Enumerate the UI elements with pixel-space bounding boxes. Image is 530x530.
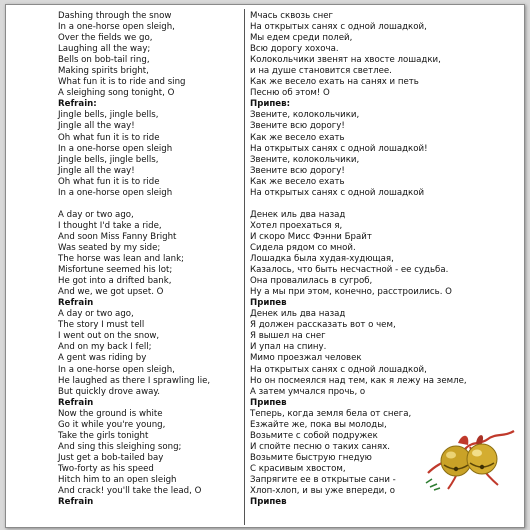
- english-refrain-heading: Refrain: [58, 497, 94, 508]
- english-lyric-line: Dashing through the snow: [58, 11, 172, 21]
- english-lyric-line: But quickly drove away.: [58, 386, 160, 397]
- russian-lyric-line: На открытых санях с одной лошадкой,: [250, 364, 427, 375]
- english-lyric-line: In a one-horse open sleigh: [58, 187, 173, 198]
- russian-lyric-line: Как же весело ехать: [250, 176, 345, 187]
- russian-lyric-line: Ну а мы при этом, конечно, расстроились. О: [250, 287, 452, 298]
- english-lyric-line: The story I must tell: [58, 320, 145, 331]
- russian-lyric-line: Но он посмеялся над тем, как я лежу на земле,: [250, 375, 467, 386]
- russian-lyric-line: На открытых санях с одной лошадкой,: [250, 22, 427, 33]
- russian-lyric-line: И упал на спину.: [250, 342, 327, 353]
- english-lyric-line: And sing this sleighing song;: [58, 441, 182, 452]
- russian-lyric-line: Звените, колокольчики,: [250, 154, 360, 165]
- russian-stanza-gap: [250, 199, 520, 210]
- russian-lyric-line: Казалось, что быть несчастной - ее судьба.: [250, 265, 449, 276]
- english-lyric-line: In a one-horse open sleigh,: [58, 22, 175, 33]
- english-lyric-line: Two-forty as his speed: [58, 463, 154, 474]
- russian-refrain-heading: Припев: [250, 497, 287, 508]
- russian-lyric-line: Песню об этом! О: [250, 88, 330, 99]
- english-lyric-line: Jingle all the way!: [58, 165, 135, 176]
- english-refrain-heading: Refrain: [58, 397, 94, 408]
- russian-lyric-line: С красивым хвостом,: [250, 463, 346, 474]
- jingle-bells-icon: [418, 403, 518, 493]
- english-lyrics-column: [58, 11, 246, 508]
- english-lyric-line: Just get a bob-tailed bay: [58, 452, 164, 463]
- english-lyric-line: I thought I'd take a ride,: [58, 220, 162, 231]
- english-lyric-line: A day or two ago,: [58, 309, 134, 320]
- russian-lyric-line: Теперь, когда земля бела от снега,: [250, 408, 412, 419]
- english-lyric-line: In a one-horse open sleigh: [58, 143, 173, 154]
- russian-lyric-line: Денек иль два назад: [250, 209, 346, 220]
- column-divider: [244, 9, 245, 525]
- english-lyric-line: And we, we got upset. O: [58, 287, 164, 298]
- english-lyric-line: Jingle bells, jingle bells,: [58, 110, 159, 121]
- english-stanza-gap: [58, 199, 246, 210]
- english-lyric-line: In a one-horse open sleigh,: [58, 364, 175, 375]
- english-lyric-line: And on my back I fell;: [58, 342, 152, 353]
- english-lyric-line: Misfortune seemed his lot;: [58, 265, 173, 276]
- english-lyric-line: Oh what fun it is to ride: [58, 176, 160, 187]
- russian-lyric-line: Мчась сквозь снег: [250, 11, 334, 21]
- russian-lyric-line: Лошадка была худая-худющая,: [250, 254, 394, 265]
- english-lyric-line: Hitch him to an open sleigh: [58, 474, 177, 485]
- english-lyric-line: Jingle all the way!: [58, 121, 135, 132]
- english-lyric-line: Over the fields we go,: [58, 33, 153, 44]
- russian-lyric-line: Звените, колокольчики,: [250, 110, 360, 121]
- english-lyric-line: And crack! you'll take the lead, O: [58, 486, 202, 497]
- english-lyric-line: Oh what fun it is to ride: [58, 132, 160, 143]
- english-lyric-line: Take the girls tonight: [58, 430, 149, 441]
- russian-lyric-line: Денек иль два назад: [250, 309, 346, 320]
- english-lyric-line: He got into a drifted bank,: [58, 276, 172, 287]
- english-lyric-line: Was seated by my side;: [58, 242, 161, 253]
- english-lyric-line: A sleighing song tonight, O: [58, 88, 175, 99]
- russian-lyric-line: И скоро Мисс Фэнни Брайт: [250, 231, 372, 242]
- russian-lyric-line: Мимо проезжал человек: [250, 353, 362, 364]
- english-lyric-line: Jingle bells, jingle bells,: [58, 154, 159, 165]
- russian-lyric-line: Всю дорогу хохоча.: [250, 44, 339, 55]
- russian-lyric-line: Возьмите быструю гнедую: [250, 452, 372, 463]
- english-lyric-line: Laughing all the way;: [58, 44, 151, 55]
- russian-lyric-line: Как же весело ехать на санях и петь: [250, 77, 419, 88]
- russian-lyric-line: Я вышел на снег: [250, 331, 326, 342]
- english-lyric-line: A gent was riding by: [58, 353, 147, 364]
- russian-lyric-line: Как же весело ехать: [250, 132, 345, 143]
- english-refrain-heading: Refrain: [58, 298, 94, 309]
- english-lyric-line: A day or two ago,: [58, 209, 134, 220]
- russian-lyric-line: Я должен рассказать вот о чем,: [250, 320, 396, 331]
- english-lyric-line: Making spirits bright,: [58, 66, 149, 77]
- english-lyric-line: Go it while you're young,: [58, 419, 166, 430]
- russian-lyric-line: и на душе становится светлее.: [250, 66, 392, 77]
- russian-refrain-heading: Припев:: [250, 99, 291, 110]
- russian-refrain-heading: Припев: [250, 298, 287, 309]
- russian-lyric-line: Звените всю дорогу!: [250, 165, 345, 176]
- english-lyric-line: And soon Miss Fanny Bright: [58, 231, 177, 242]
- english-lyric-line: The horse was lean and lank;: [58, 254, 184, 265]
- russian-lyric-line: Сидела рядом со мной.: [250, 242, 356, 253]
- russian-lyric-line: Колокольчики звенят на хвосте лошадки,: [250, 55, 441, 66]
- english-lyric-line: What fun it is to ride and sing: [58, 77, 186, 88]
- russian-lyric-line: Езжайте же, пока вы молоды,: [250, 419, 387, 430]
- english-lyric-line: Bells on bob-tail ring,: [58, 55, 150, 66]
- russian-refrain-heading: Припев: [250, 397, 287, 408]
- russian-lyric-line: Хлоп-хлоп, и вы уже впереди, о: [250, 486, 395, 497]
- russian-lyric-line: А затем умчался прочь, о: [250, 386, 366, 397]
- russian-lyric-line: Мы едем среди полей,: [250, 33, 353, 44]
- russian-lyric-line: Она провалилась в сугроб,: [250, 276, 373, 287]
- russian-lyric-line: Хотел проехаться я,: [250, 220, 343, 231]
- english-lyric-line: I went out on the snow,: [58, 331, 160, 342]
- russian-lyric-line: На открытых санях с одной лошадкой: [250, 187, 425, 198]
- russian-lyric-line: Возьмите с собой подружек: [250, 430, 378, 441]
- english-lyric-line: Now the ground is white: [58, 408, 163, 419]
- english-lyric-line: He laughed as there I sprawling lie,: [58, 375, 211, 386]
- russian-lyric-line: И спойте песню о таких санях.: [250, 441, 391, 452]
- russian-lyric-line: Запрягите ее в открытые сани -: [250, 474, 396, 485]
- russian-lyric-line: На открытых санях с одной лошадкой!: [250, 143, 428, 154]
- lyrics-sheet: [5, 4, 525, 528]
- english-refrain-heading: Refrain:: [58, 99, 97, 110]
- russian-lyric-line: Звените всю дорогу!: [250, 121, 345, 132]
